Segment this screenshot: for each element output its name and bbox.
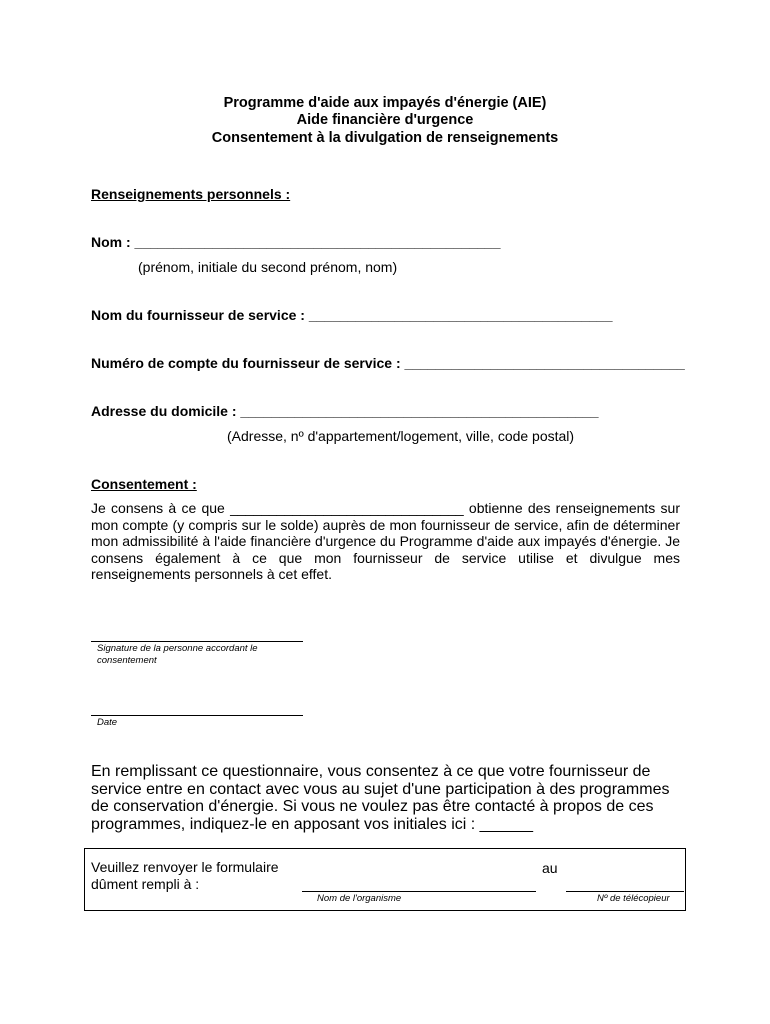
signature-label: Signature de la personne accordant le consentement — [97, 643, 258, 666]
date-label: Date — [97, 717, 118, 728]
title-line-3: Consentement à la divulgation de renseignements — [211, 130, 559, 146]
title-line-2: Aide financière d'urgence — [296, 112, 474, 128]
home-address-field[interactable]: Adresse du domicile : ______________________________________________ — [91, 403, 599, 419]
account-number-field[interactable]: Numéro de compte du fournisseur de service : ____________________________________ — [91, 355, 685, 371]
return-form-box — [84, 848, 686, 911]
fax-label: Nº de télécopieur — [597, 893, 670, 904]
consent-heading: Consentement : — [91, 476, 197, 492]
title-line-1: Programme d'aide aux impayés d'énergie (AIE) — [223, 95, 547, 111]
name-hint: (prénom, initiale du second prénom, nom) — [138, 259, 398, 275]
signature-line[interactable] — [91, 641, 303, 642]
name-field[interactable]: Nom : _______________________________________________ — [91, 234, 501, 250]
organization-line[interactable] — [302, 891, 536, 892]
consent-text-line1: Je consens à ce que ______________________________ obtienne des renseignements sur — [91, 500, 680, 516]
fax-line[interactable] — [566, 891, 684, 892]
provider-name-field[interactable]: Nom du fournisseur de service : _______________________________________ — [91, 307, 613, 323]
return-instructions: Veuillez renvoyer le formulaire dûment rempli à : — [91, 859, 279, 892]
organization-label: Nom de l'organisme — [317, 893, 402, 904]
consent-text: mon compte (y compris sur le solde) auprès de mon fournisseur de service, afin de déterminer mon admissibilité à l'aide financière d'urgence du Programme d'aide aux impayés d'énergie. Je consens également à ce que mon fournisseur de service utilise et divulgue mes renseignements personnels à cet effet. — [91, 516, 680, 582]
address-hint: (Adresse, nº d'appartement/logement, ville, code postal) — [227, 428, 575, 444]
au-label: au — [542, 860, 558, 876]
date-line[interactable] — [91, 715, 303, 716]
personal-info-heading: Renseignements personnels : — [91, 186, 291, 202]
contact-consent-notice: En remplissant ce questionnaire, vous consentez à ce que votre fournisseur de service entre en contact avec vous au sujet d'une participation à des programmes de conservation d'énergie. Si vous ne voulez pas être contacté à propos de ces programmes, indiquez-le en apposant vos initiales ici : ______ — [91, 763, 670, 833]
